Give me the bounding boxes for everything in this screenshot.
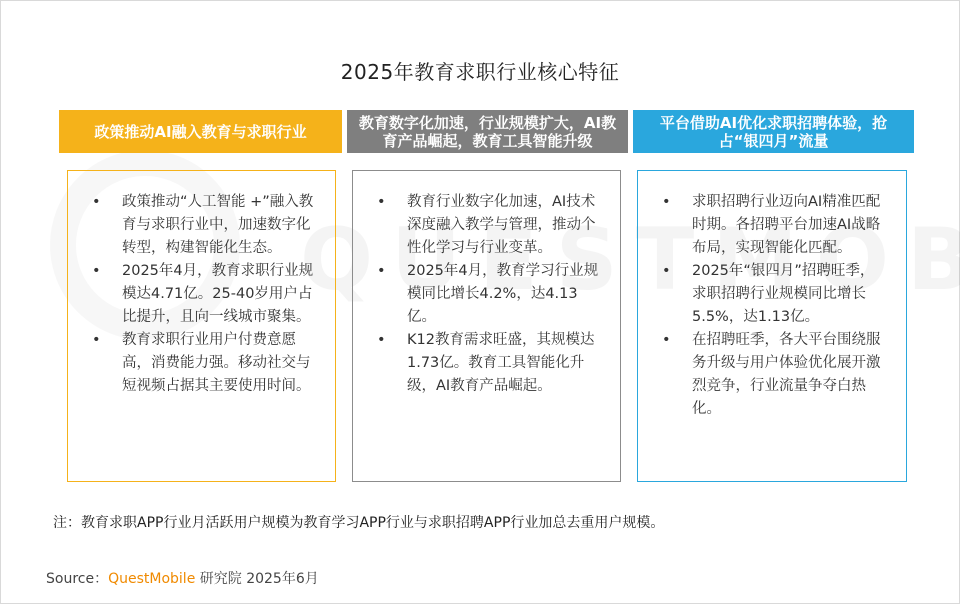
list-item	[373, 260, 602, 329]
list-item-text: 政策推动“人工智能 +”融入教育与求职行业中，加速数字化转型，构建智能化生态。	[122, 194, 314, 256]
column-header-digitalization	[347, 110, 628, 153]
list-item	[88, 329, 317, 398]
column-header-policy	[59, 110, 342, 153]
list-item-text: K12教育需求旺盛，其规模达1.73亿。教育工具智能化升级，AI教育产品崛起。	[407, 332, 595, 394]
bullet-icon: •	[662, 263, 671, 279]
column-box-policy	[67, 170, 336, 482]
list-item	[373, 329, 602, 398]
bullet-icon: •	[377, 263, 386, 279]
list-item	[88, 191, 317, 260]
list-item-text: 2025年4月，教育学习行业规模同比增长4.2%，达4.13亿。	[407, 263, 599, 325]
bullet-list	[68, 171, 335, 398]
source-brand: QuestMobile	[108, 571, 196, 587]
list-item	[658, 260, 888, 329]
list-item	[373, 191, 602, 260]
list-item	[658, 329, 888, 421]
footnote: 注：教育求职APP行业月活跃用户规模为教育学习APP行业与求职招聘APP行业加总去重用户规模。	[53, 515, 665, 531]
list-item-text: 在招聘旺季，各大平台围绕服务升级与用户体验优化展开激烈竞争，行业流量争夺白热化。	[692, 332, 881, 417]
list-item-text: 教育行业数字化加速，AI技术深度融入教学与管理，推动个性化学习与行业变革。	[407, 194, 596, 256]
bullet-icon: •	[377, 332, 386, 348]
bullet-icon: •	[662, 332, 671, 348]
bullet-icon: •	[377, 194, 386, 210]
list-item	[88, 260, 317, 329]
column-box-digitalization	[352, 170, 621, 482]
page-title: 2025年教育求职行业核心特征	[340, 60, 620, 84]
column-header-recruitment	[633, 110, 914, 153]
column-header-label: 政策推动AI融入教育与求职行业	[94, 122, 307, 141]
column-box-recruitment	[637, 170, 907, 482]
list-item-text: 教育求职行业用户付费意愿高，消费能力强。移动社交与短视频占据其主要使用时间。	[122, 332, 311, 394]
list-item-text: 求职招聘行业迈向AI精准匹配时期。各招聘平台加速AI战略布局，实现智能化匹配。	[692, 194, 881, 256]
source-prefix: Source：	[46, 571, 109, 587]
bullet-icon: •	[92, 263, 101, 279]
bullet-icon: •	[92, 194, 101, 210]
list-item-text: 2025年4月，教育求职行业规模达4.71亿。25-40岁用户占比提升，且向一线城市聚集。	[122, 263, 314, 325]
column-header-label: 教育数字化加速，行业规模扩大，AI教育产品崛起，教育工具智能升级	[358, 113, 617, 150]
list-item-text: 2025年“银四月”招聘旺季，求职招聘行业规模同比增长5.5%，达1.13亿。	[692, 263, 875, 325]
list-item	[658, 191, 888, 260]
bullet-icon: •	[662, 194, 671, 210]
column-header-label: 平台借助AI优化求职招聘体验，抢占“银四月”流量	[659, 113, 888, 150]
bullet-list	[638, 171, 906, 421]
source-line	[46, 568, 319, 588]
source-suffix: 研究院 2025年6月	[195, 571, 319, 587]
bullet-icon: •	[92, 332, 101, 348]
bullet-list	[353, 171, 620, 398]
